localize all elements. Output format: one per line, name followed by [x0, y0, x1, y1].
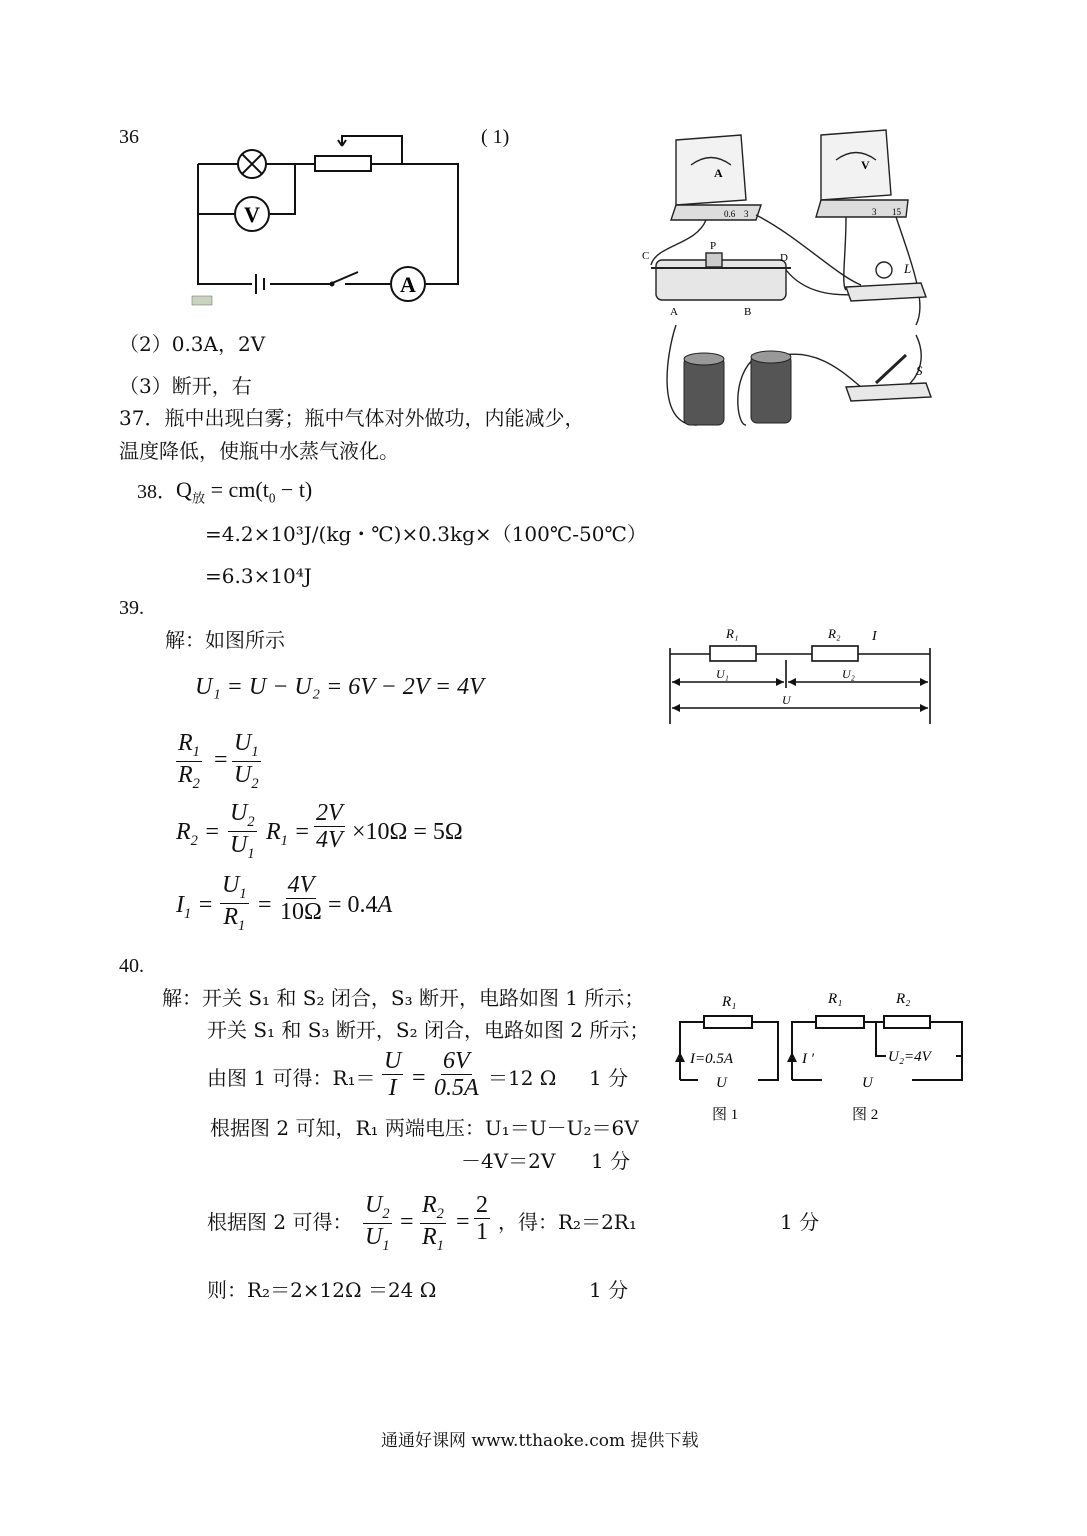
question-40-line6-suffix: ，得：R₂＝2R₁ [498, 1210, 637, 1234]
r2-result: ×10Ω = 5Ω [352, 819, 463, 845]
equals-sign-3: = [412, 1065, 426, 1091]
footer-text: 通通好课网 www.tthaoke.com 提供下载 [381, 1431, 699, 1451]
fig1-current: I=0.5A [690, 1051, 734, 1067]
question-40-line5: －4V＝2V [461, 1149, 556, 1173]
fraction-2-1: $\frac{2}{1}$ [476, 1192, 488, 1246]
photo-label-b: B [744, 306, 752, 318]
question-40-line4: 根据图 2 可知，R₁ 两端电压：U₁＝U－U₂＝6V [210, 1116, 639, 1140]
fig1-r1: R₁ [722, 994, 737, 1010]
fig39-u1: U₁ [716, 667, 729, 681]
fig39-i: I [872, 629, 877, 644]
question-36-part1: ( 1) [481, 126, 510, 148]
fraction-u-i: $\frac{U}{I}$ [384, 1048, 402, 1102]
apparatus-illustration [636, 125, 942, 435]
fig1-caption: 图 1 [712, 1107, 739, 1123]
photo-label-c: C [642, 250, 650, 262]
fraction-6v-05a: $\frac{6V}{0.5A}$ [434, 1048, 479, 1102]
question-40-line5-score: 1 分 [591, 1149, 631, 1173]
question-40-line3-suffix: ＝12 Ω [488, 1066, 557, 1090]
photo-label-p: P [710, 240, 717, 252]
question-38-line1: =4.2×10³J/(kg・℃)×0.3kg×（100℃-50℃） [205, 522, 647, 546]
fig39-r1: R₁ [726, 626, 739, 641]
fig2-r2: R₂ [896, 991, 911, 1007]
fraction-r1-r2: $\frac{R_1}{R_2}$ [178, 730, 200, 792]
fig2-u: U [862, 1075, 873, 1091]
question-40-line7: 则：R₂＝2×12Ω ＝24 Ω [207, 1278, 437, 1302]
fig2-caption: 图 2 [852, 1107, 879, 1123]
photo-ammeter-scale2: 3 [744, 209, 749, 219]
fraction-u1-u2: $\frac{U_1}{U_2}$ [234, 730, 259, 792]
fig2-r1: R₁ [828, 991, 843, 1007]
fig39-u2: U₂ [842, 667, 855, 681]
question-40-line3-score: 1 分 [589, 1066, 629, 1090]
fig2-current: I ′ [802, 1051, 815, 1067]
fraction-u1-r1: $\frac{U_1}{R_1}$ [222, 872, 247, 934]
question-36-part3: （3）断开，右 [119, 374, 252, 398]
circuit-figures-40 [672, 984, 972, 1124]
fig2-u2: U₂=4V [888, 1049, 931, 1065]
fraction-r2-r1: $\frac{R_2}{R_1}$ [422, 1192, 444, 1254]
fraction-u2-u1-b: $\frac{U_2}{U_1}$ [365, 1192, 390, 1254]
photo-voltmeter-label: V [861, 158, 870, 172]
question-36-number: 36 [119, 126, 139, 148]
fraction-u2-u1: $\frac{U_2}{U_1}$ [230, 800, 255, 862]
photo-voltmeter-scale: 3 [872, 207, 877, 217]
equals-sign: = [214, 747, 228, 773]
photo-ammeter-scale: 0.6 [724, 209, 736, 219]
series-circuit-39 [664, 620, 936, 728]
photo-voltmeter-scale2: 15 [892, 207, 901, 217]
question-40-number: 40. [119, 955, 144, 977]
question-40-line1: 解：开关 S₁ 和 S₂ 闭合，S₃ 断开，电路如图 1 所示； [162, 986, 645, 1010]
r1-term: $R_1$ = [266, 819, 311, 849]
question-40-line3-prefix: 由图 1 可得：R₁＝ [207, 1066, 376, 1090]
fig39-r2: R₂ [828, 626, 841, 641]
question-39-eq1: U₁ = U − U₂ = 6V − 2V = 4V [195, 674, 484, 700]
equals-sign-4: = [400, 1209, 414, 1235]
fraction-4v-10ohm: $\frac{4V}{10\Omega}$ [280, 872, 322, 926]
voltmeter-label: V [244, 202, 260, 227]
photo-label-d: D [780, 252, 788, 264]
question-38-formula: $Q_放 = cm(t_0 - t)$ [176, 477, 313, 506]
i1-label: $I_1$ = [176, 892, 214, 922]
question-39-number: 39. [119, 597, 144, 619]
i1-result: = 0.4A [328, 892, 393, 918]
question-40-line2: 开关 S₁ 和 S₃ 断开，S₂ 闭合，电路如图 2 所示； [207, 1018, 650, 1042]
question-37-line1: 37．瓶中出现白雾；瓶中气体对外做功，内能减少， [119, 406, 585, 430]
question-40-line6-prefix: 根据图 2 可得： [207, 1210, 353, 1234]
circuit-diagram-36 [190, 128, 470, 308]
question-40-line6-score: 1 分 [780, 1210, 820, 1234]
question-39-intro: 解：如图所示 [165, 628, 285, 652]
photo-label-a: A [670, 306, 678, 318]
r2-label: $R_2$ = [176, 819, 221, 849]
question-37-line2: 温度降低，使瓶中水蒸气液化。 [119, 439, 399, 463]
fig39-u: U [782, 693, 791, 707]
photo-label-s: S [916, 363, 923, 378]
equals-sign-5: = [456, 1209, 470, 1235]
equals-sign-2: = [258, 892, 272, 918]
fraction-2v-4v: $\frac{2V}{4V}$ [316, 800, 343, 854]
question-36-part2: （2）0.3A，2V [119, 332, 266, 356]
question-38-number: 38． [137, 481, 177, 503]
ammeter-label: A [400, 272, 416, 297]
photo-ammeter-label: A [714, 166, 723, 180]
photo-label-l: L [904, 261, 912, 276]
fig1-u: U [716, 1075, 727, 1091]
question-40-line7-score: 1 分 [589, 1278, 629, 1302]
question-38-line2: =6.3×10⁴J [205, 564, 312, 588]
